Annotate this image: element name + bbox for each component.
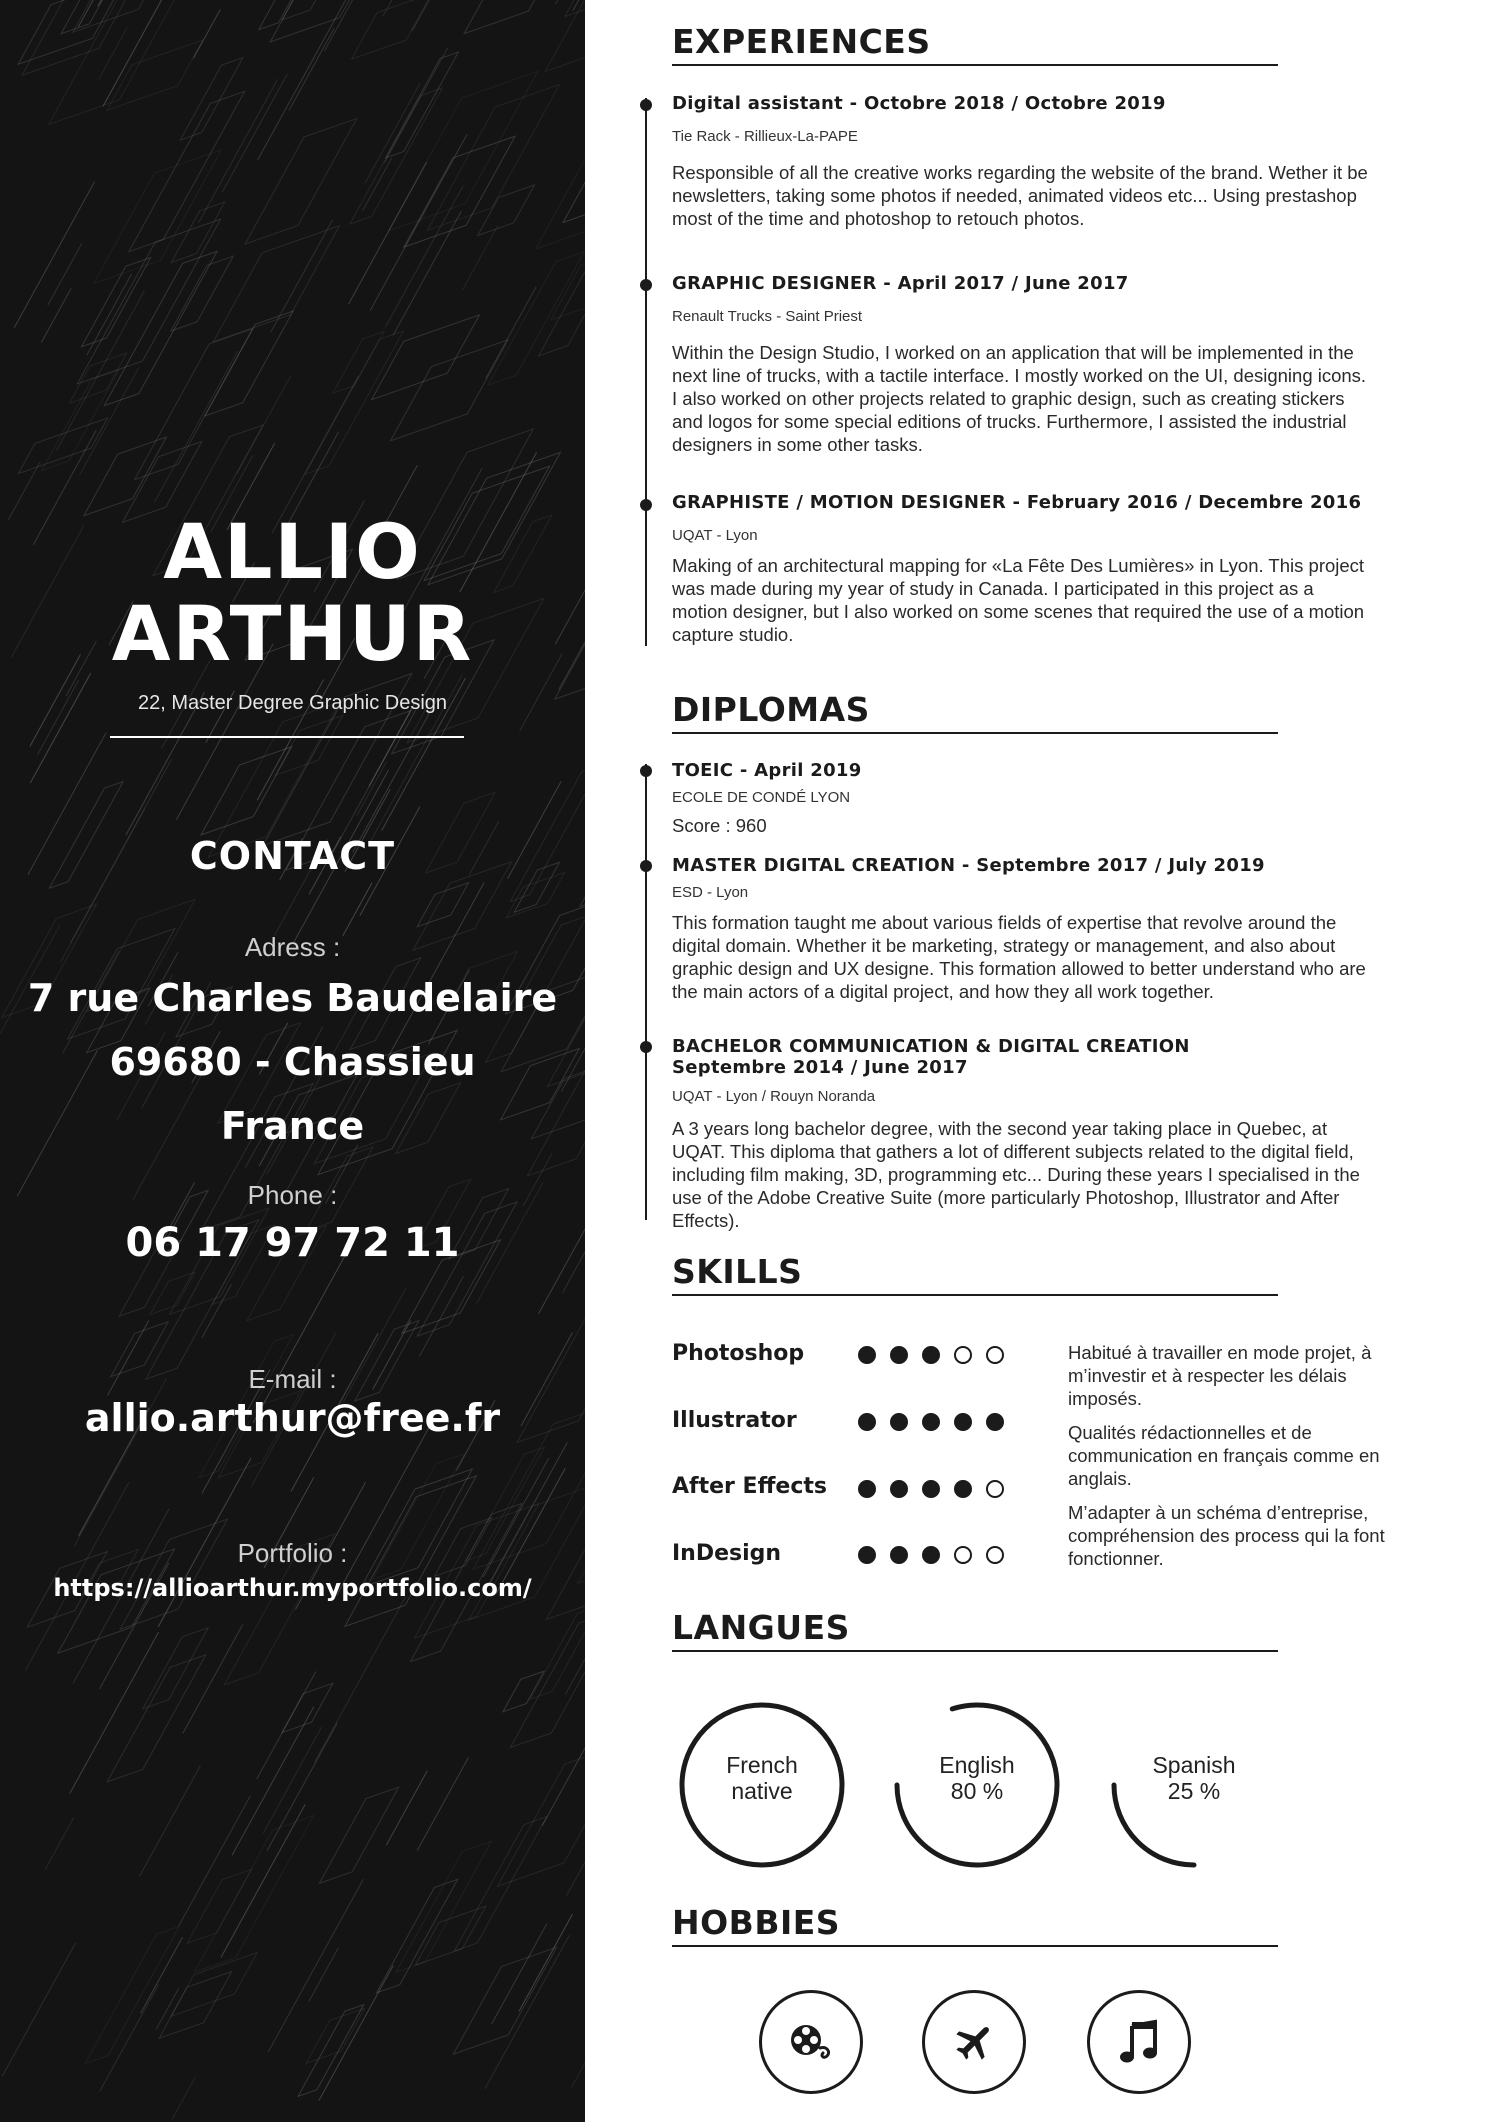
film-reel-icon	[787, 2018, 835, 2066]
diploma-title: BACHELOR COMMUNICATION & DIGITAL CREATION	[672, 1036, 1190, 1057]
email-address[interactable]: allio.arthur@free.fr	[84, 1396, 501, 1440]
hobby-travel	[922, 1990, 1026, 2094]
languages-title: LANGUES	[672, 1608, 1278, 1652]
experience-description: Within the Design Studio, I worked on an application that will be implemented in the next line of trucks, with a tactile interface. I mostly worked on the UI, designing icons. I also worked on other projects related to graphic design, such as creating stickers and logos for some special editions of trucks. Furthermore, I assisted the industrial designers in some other tasks.	[672, 342, 1367, 455]
phone-number[interactable]: 06 17 97 72 11	[125, 1220, 460, 1266]
skill-rating	[858, 1546, 1004, 1564]
sidebar	[0, 0, 585, 2122]
name-divider	[110, 736, 464, 738]
skill-dot-filled	[922, 1480, 940, 1498]
experience-title: Digital assistant - Octobre 2018 / Octobre 2019	[672, 93, 1166, 114]
address-line-1: 7 rue Charles Baudelaire	[27, 976, 558, 1020]
diploma-item	[672, 760, 1372, 837]
skill-dot-filled	[922, 1413, 940, 1431]
music-note-icon	[1115, 2018, 1163, 2066]
diploma-item	[672, 855, 1372, 1003]
skill-rating	[858, 1413, 1004, 1431]
experience-company: Renault Trucks - Saint Priest	[672, 308, 863, 325]
quality-item: M’adapter à un schéma d’entreprise, compréhension des process qui la font fonctionner.	[1068, 1502, 1385, 1569]
qualities-list	[1068, 1341, 1388, 1581]
skill-dot-filled	[858, 1480, 876, 1498]
skill-dot-filled	[922, 1546, 940, 1564]
skill-dot-filled	[890, 1546, 908, 1564]
experience-description: Making of an architectural mapping for «La Fête Des Lumières» in Lyon. This project was made during my year of study in Canada. I participated in this project as a motion designer, but I also worked on some scenes that required the use of a motion capture studio.	[672, 555, 1365, 645]
skill-name: InDesign	[672, 1541, 782, 1566]
diploma-description: This formation taught me about various fields of expertise that revolve around the digital domain. Whether it be marketing, strategy or management, and also about graphic design and UX designe. This formation allowed to better understand who are the main actors of a digital project, and how they all work together.	[672, 912, 1366, 1002]
skill-dot-filled	[890, 1480, 908, 1498]
skill-rating	[858, 1346, 1004, 1364]
portfolio-label: Portfolio :	[237, 1538, 348, 1568]
experience-item	[672, 93, 1372, 230]
name-first-line: ALLIO	[163, 507, 422, 596]
experience-item	[672, 273, 1372, 456]
hobby-cinema	[759, 1990, 863, 2094]
experience-company: Tie Rack - Rillieux-La-PAPE	[672, 128, 858, 145]
hobby-music	[1087, 1990, 1191, 2094]
skill-dot-filled	[858, 1346, 876, 1364]
skill-dot-filled	[858, 1413, 876, 1431]
language-spanish	[1109, 1700, 1279, 1870]
timeline-dot	[640, 99, 652, 111]
language-level: 80 %	[950, 1778, 1004, 1804]
experience-description: Responsible of all the creative works regarding the website of the brand. Wether it be newsletters, taking some photos if needed, animated videos etc... Using prestashop most of the time and photoshop to retouch photos.	[672, 162, 1368, 229]
language-french	[677, 1700, 847, 1870]
address-label: Adress :	[244, 932, 341, 962]
quality-item: Habitué à travailler en mode projet, à m’investir et à respecter les délais imposés.	[1068, 1342, 1372, 1409]
language-level: 25 %	[1167, 1778, 1221, 1804]
timeline-dot	[640, 279, 652, 291]
skill-dot-filled	[986, 1413, 1004, 1431]
skill-dot-empty	[954, 1346, 972, 1364]
profile-subtitle: 22, Master Degree Graphic Design	[137, 692, 448, 714]
skill-name: Photoshop	[672, 1341, 805, 1366]
diploma-title: TOEIC - April 2019	[672, 760, 862, 781]
diploma-school: ECOLE DE CONDÉ LYON	[672, 789, 851, 806]
skill-dot-empty	[954, 1546, 972, 1564]
skill-dot-empty	[986, 1480, 1004, 1498]
skill-dot-filled	[890, 1413, 908, 1431]
skill-dot-filled	[890, 1346, 908, 1364]
hobbies-title: HOBBIES	[672, 1903, 1278, 1947]
experiences-title: EXPERIENCES	[672, 22, 1278, 66]
skill-dot-filled	[954, 1480, 972, 1498]
portfolio-link[interactable]: https://allioarthur.myportfolio.com/	[53, 1574, 532, 1602]
diploma-school: ESD - Lyon	[672, 884, 749, 901]
language-english	[892, 1700, 1062, 1870]
language-name: Spanish	[1152, 1752, 1236, 1778]
diploma-item	[672, 1036, 1372, 1232]
timeline-dot	[640, 765, 652, 777]
timeline-dot	[640, 499, 652, 511]
skill-dot-empty	[986, 1546, 1004, 1564]
experience-title: GRAPHIC DESIGNER - April 2017 / June 2017	[672, 273, 1129, 294]
skill-name: Illustrator	[672, 1408, 797, 1433]
language-name: English	[939, 1752, 1015, 1778]
diploma-title: MASTER DIGITAL CREATION - Septembre 2017 / July 2019	[672, 855, 1265, 876]
name-second-line: ARTHUR	[111, 589, 474, 678]
skill-dot-filled	[954, 1413, 972, 1431]
language-level: native	[731, 1778, 793, 1804]
diplomas-timeline	[645, 764, 647, 1220]
contact-title: CONTACT	[189, 834, 396, 878]
experiences-timeline	[645, 98, 647, 646]
timeline-dot	[640, 1041, 652, 1053]
diploma-description: A 3 years long bachelor degree, with the second year taking place in Quebec, at UQAT. This diploma that gathers a lot of different subjects related to the digital field, including film making, 3D, programming etc... During these years I specialised in the use of the Adobe Creative Suite (more particularly Photoshop, Illustrator and After Effects).	[672, 1118, 1360, 1231]
email-label: E-mail :	[248, 1364, 337, 1394]
skill-name: After Effects	[672, 1474, 827, 1499]
diploma-dates: Septembre 2014 / June 2017	[672, 1057, 968, 1078]
airplane-icon	[950, 2018, 998, 2066]
skill-rating	[858, 1480, 1004, 1498]
experience-title: GRAPHISTE / MOTION DESIGNER - February 2016 / Decembre 2016	[672, 492, 1362, 513]
address-line-2: 69680 - Chassieu	[109, 1040, 476, 1084]
skills-title: SKILLS	[672, 1252, 1278, 1296]
skill-dot-filled	[858, 1546, 876, 1564]
diplomas-title: DIPLOMAS	[672, 690, 1278, 734]
experience-company: UQAT - Lyon	[672, 527, 758, 544]
skill-dot-filled	[922, 1346, 940, 1364]
diploma-school: UQAT - Lyon / Rouyn Noranda	[672, 1088, 876, 1105]
experience-item	[672, 492, 1372, 646]
quality-item: Qualités rédactionnelles et de communication en français comme en anglais.	[1068, 1422, 1380, 1489]
timeline-dot	[640, 860, 652, 872]
diploma-description: Score : 960	[672, 815, 767, 836]
language-name: French	[726, 1752, 798, 1778]
skill-dot-empty	[986, 1346, 1004, 1364]
address-line-3: France	[220, 1104, 365, 1148]
phone-label: Phone :	[247, 1180, 338, 1210]
